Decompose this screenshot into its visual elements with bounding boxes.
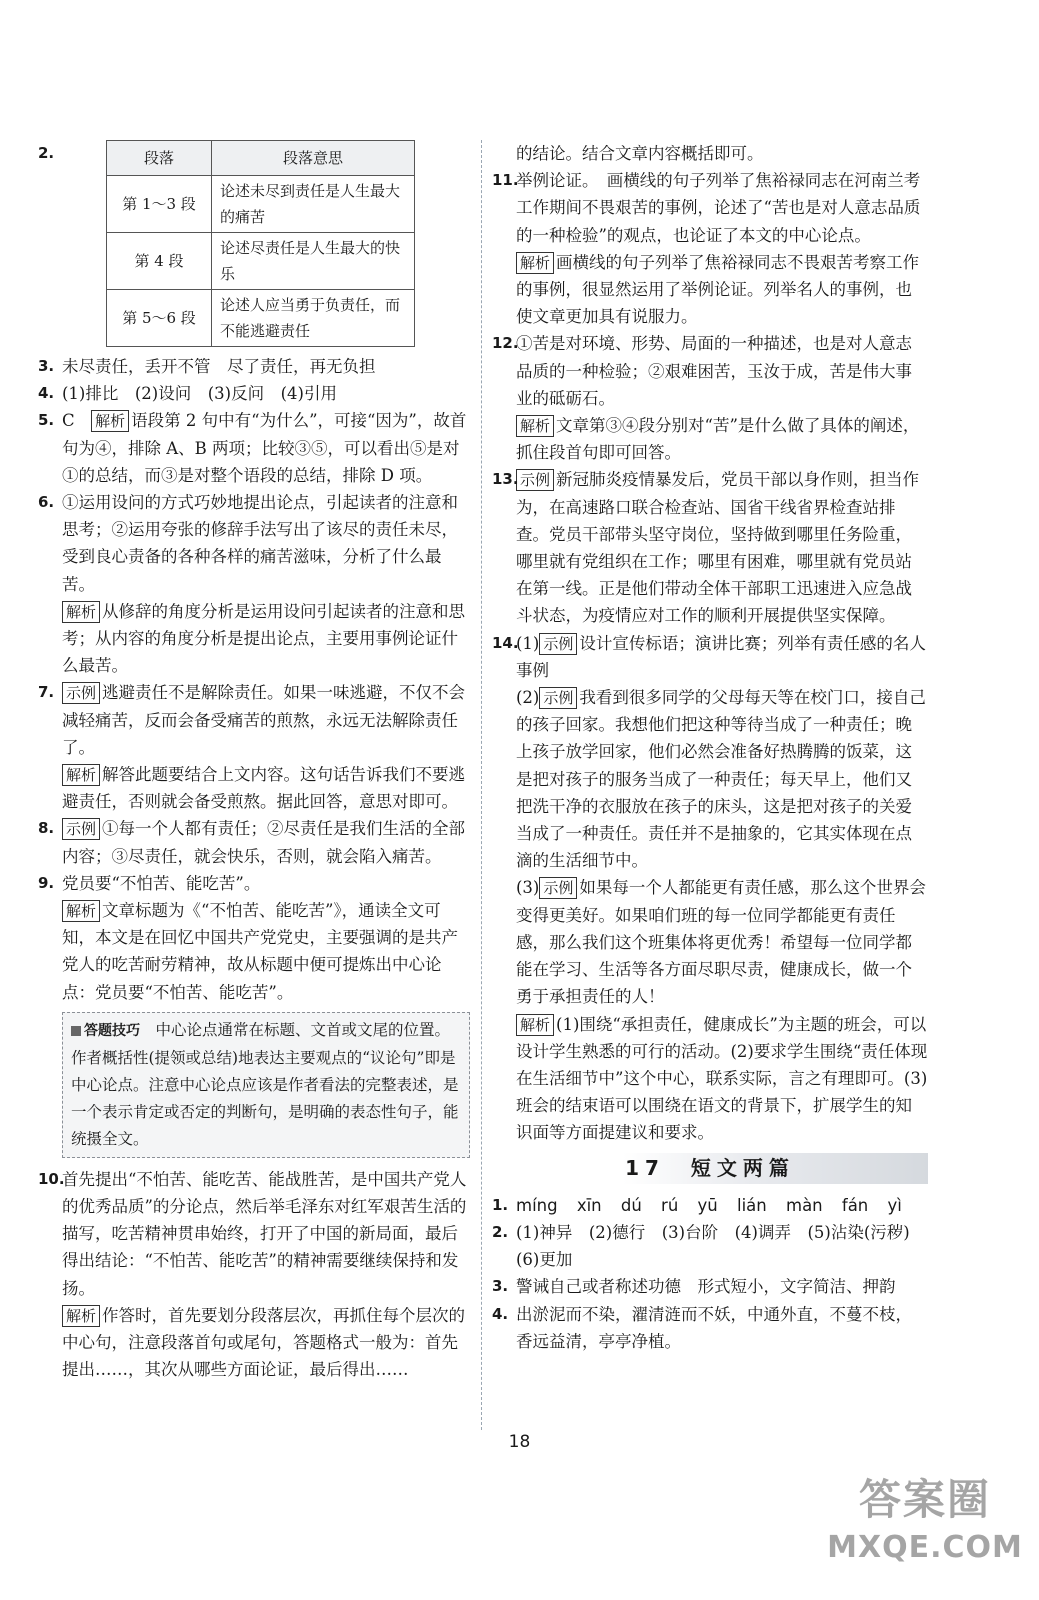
answer-text: ①运用设问的方式巧妙地提出论点，引起读者的注意和思考；②运用夸张的修辞手法写出了该尽的责任未尽，受到良心责备的各种各样的痛苦滋味，分析了什么最苦。 bbox=[62, 493, 458, 594]
question-4 bbox=[38, 380, 470, 407]
section-question-1 bbox=[492, 1192, 928, 1219]
analysis-tag: 解析 bbox=[62, 601, 100, 623]
answer-text: 出淤泥而不染，濯清涟而不妖，中通外直，不蔓不枝，香远益清，亭亭净植。 bbox=[516, 1304, 912, 1351]
question-number: 4. bbox=[38, 384, 55, 403]
answer-text: 警诫自己或者称述功德 形式短小，文字简洁、押韵 bbox=[516, 1277, 896, 1297]
table-row bbox=[107, 176, 415, 233]
answer-text: 设计宣传标语；演讲比赛；列举有责任感的名人事例 bbox=[516, 633, 926, 680]
answer-text: 新冠肺炎疫情暴发后，党员干部以身作则，担当作为，在高速路口联合检查站、国省干线省界检查站排查。党员干部带头坚守岗位，坚持做到哪里任务险重，哪里就有党组织在工作；哪里有困难，哪里就有党员站在第一线。正是他们带动全体干部职工迅速进入应急战斗状态，为疫情应对工作的顺利开展提供坚实保障。 bbox=[516, 470, 920, 626]
part-label: (2) bbox=[516, 688, 540, 708]
right-column bbox=[492, 140, 928, 1355]
paragraph-meaning-table bbox=[106, 140, 415, 347]
answer-text: ①每一个人都有责任；②尽责任是我们生活的全部内容；③尽责任，就会快乐，否则，就会陷入痛苦。 bbox=[62, 819, 466, 866]
answer-text: 逃避责任不是解除责任。如果一味逃避，不仅不会减轻痛苦，反而会备受痛苦的煎熬，永远无法解除责任了。 bbox=[62, 683, 466, 757]
question-14 bbox=[492, 630, 928, 1147]
table-row bbox=[107, 290, 415, 347]
question-number: 9. bbox=[38, 873, 55, 892]
question-number: 3. bbox=[492, 1277, 509, 1296]
question-13 bbox=[492, 466, 928, 629]
answer-text: 未尽责任，丢开不管 尽了责任，再无负担 bbox=[62, 357, 376, 376]
column-divider bbox=[481, 140, 482, 1430]
page-number: 18 bbox=[508, 1432, 531, 1452]
example-tag: 示例 bbox=[539, 687, 577, 709]
table-cell-part: 第 5～6 段 bbox=[107, 290, 212, 347]
tips-text: 中心论点通常在标题、文首或文尾的位置。作者概括性(提领或总结)地表达主要观点的“议论句”即是中心论点。注意中心论点应该是作者看法的完整表述，是一个表示肯定或否定的判断句，是明确的表态性句子，能统摄全文。 bbox=[71, 1020, 459, 1148]
answer-text: 举例论证。 画横线的句子列举了焦裕禄同志在河南兰考工作期间不畏艰苦的事例，论述了“苦也是对人意志品质的一种检验”的观点，也论证了本文的中心论点。 bbox=[516, 171, 921, 245]
analysis-tag: 解析 bbox=[516, 415, 554, 437]
example-tag: 示例 bbox=[62, 818, 100, 840]
analysis-tag: 解析 bbox=[62, 764, 100, 786]
analysis-tag: 解析 bbox=[91, 410, 129, 432]
example-tag: 示例 bbox=[539, 633, 577, 655]
analysis-text: 语段第 2 句中有“为什么”，可接“因为”，故首句为④，排除 A、B 两项；比较③⑤，可以看出⑤是对①的总结，而③是对整个语段的总结，排除 D 项。 bbox=[62, 411, 467, 485]
question-6 bbox=[38, 489, 470, 679]
example-tag: 示例 bbox=[62, 682, 100, 704]
question-11 bbox=[492, 167, 928, 330]
left-column bbox=[38, 140, 470, 1384]
question-5 bbox=[38, 407, 470, 489]
question-number: 3. bbox=[38, 357, 55, 375]
question-2 bbox=[38, 140, 470, 347]
answer-text: (1)排比 (2)设问 (3)反问 (4)引用 bbox=[62, 384, 337, 404]
question-8 bbox=[38, 815, 470, 869]
answer-text: 首先提出“不怕苦、能吃苦、能战胜苦，是中国共产党人的优秀品质”的分论点，然后举毛泽东对红军艰苦生活的描写，吃苦精神贯串始终，打开了中国的新局面，最后得出结论：“不怕苦、能吃苦”的精神需要继续保持和发扬。 bbox=[62, 1169, 467, 1298]
watermark-text-bottom: MXQE.COM bbox=[827, 1530, 1023, 1565]
answer-choice: C bbox=[62, 411, 92, 431]
question-3 bbox=[38, 353, 470, 380]
table-cell-part: 第 4 段 bbox=[107, 233, 212, 290]
question-12 bbox=[492, 330, 928, 466]
analysis-text: (1)围绕“承担责任，健康成长”为主题的班会，可以设计学生熟悉的可行的活动。(2)要求学生围绕“责任体现在生活细节中”这个中心，联系实际，言之有理即可。(3)班会的结束语可以围绕在语文的背景下，扩展学生的知识面等方面提建议和要求。 bbox=[516, 1014, 928, 1143]
analysis-text: 文章标题为《“不怕苦、能吃苦”》，通读全文可知，本文是在回忆中国共产党党史，主要强调的是共产党人的吃苦耐劳精神，故从标题中便可提炼出中心论点：党员要“不怕苦、能吃苦”。 bbox=[62, 901, 458, 1002]
question-9 bbox=[38, 870, 470, 1006]
tips-icon bbox=[71, 1026, 81, 1036]
analysis-text: 作答时，首先要划分段落层次，再抓住每个层次的中心句，注意段落首句或尾句，答题格式一般为：首先提出……，其次从哪些方面论证，最后得出…… bbox=[62, 1305, 466, 1380]
analysis-text: 从修辞的角度分析是运用设问引起读者的注意和思考；从内容的角度分析是提出论点，主要用事例论证什么最苦。 bbox=[62, 601, 466, 676]
analysis-tag: 解析 bbox=[62, 900, 100, 922]
question-number: 2. bbox=[492, 1222, 509, 1241]
question-number: 10. bbox=[38, 1169, 65, 1188]
answer-text: 如果每一个人都能更有责任感，那么这个世界会变得更美好。如果咱们班的每一位同学都能更有责任感，那么我们这个班集体将更优秀！希望每一位同学都能在学习、生活等各方面尽职尽责，健康成长，做一个勇于承担责任的人！ bbox=[516, 878, 926, 1007]
answer-text: 我看到很多同学的父母每天等在校门口，接自己的孩子回家。我想他们把这种等待当成了一种责任；晚上孩子放学回家，他们必然会准备好热腾腾的饭菜，这是把对孩子的服务当成了一种责任；每天早上，他们又把洗干净的衣服放在孩子的床头，这是把对孩子的关爱当成了一种责任。责任并不是抽象的，它其实体现在点滴的生活细节中。 bbox=[516, 688, 926, 871]
table-cell-meaning: 论述尽责任是人生最大的快乐 bbox=[212, 233, 415, 290]
question-7 bbox=[38, 679, 470, 815]
answer-text: (1)神异 (2)德行 (3)台阶 (4)调弄 (5)沾染(污秽) (6)更加 bbox=[516, 1222, 927, 1270]
question-number: 6. bbox=[38, 493, 55, 512]
analysis-tag: 解析 bbox=[62, 1305, 100, 1327]
analysis-text: 解答此题要结合上文内容。这句话告诉我们不要逃避责任，否则就会备受煎熬。据此回答，意思对即可。 bbox=[62, 765, 466, 812]
analysis-tag: 解析 bbox=[516, 252, 554, 274]
example-tag: 示例 bbox=[516, 469, 554, 491]
table-cell-meaning: 论述人应当勇于负责任，而不能逃避责任 bbox=[212, 290, 415, 347]
question-number: 14. bbox=[492, 633, 519, 652]
tips-title: 答题技巧 bbox=[84, 1022, 140, 1039]
question-number: 12. bbox=[492, 334, 519, 353]
question-number: 13. bbox=[492, 470, 519, 489]
part-label: (3) bbox=[516, 878, 540, 898]
table-row bbox=[107, 233, 415, 290]
analysis-text: 画横线的句子列举了焦裕禄同志不畏艰苦考察工作的事例，很显然运用了举例论证。列举名人的事例，也使文章更加具有说服力。 bbox=[516, 252, 920, 327]
question-10-continued bbox=[492, 140, 928, 167]
answer-text: ①苦是对环境、形势、局面的一种描述，也是对人意志品质的一种检验；②艰难困苦，玉汝于成，苦是伟大事业的砥砺石。 bbox=[516, 334, 912, 408]
table-cell-meaning: 论述未尽到责任是人生最大的痛苦 bbox=[212, 176, 415, 233]
question-number: 1. bbox=[492, 1195, 509, 1214]
section-question-2 bbox=[492, 1219, 928, 1273]
table-header: 段落 bbox=[107, 141, 212, 176]
watermark-text-top: 答案圈 bbox=[858, 1475, 991, 1524]
question-number: 11. bbox=[492, 171, 519, 190]
table-header: 段落意思 bbox=[212, 141, 415, 176]
part-label: (1) bbox=[516, 633, 540, 653]
section-question-4 bbox=[492, 1301, 928, 1355]
answer-text: 的结论。结合文章内容概括即可。 bbox=[516, 144, 764, 163]
analysis-text: 文章第③④段分别对“苦”是什么做了具体的阐述，抓住段首句即可回答。 bbox=[516, 416, 920, 463]
question-number: 4. bbox=[492, 1304, 509, 1323]
pinyin-answer: míng xīn dú rú yū lián màn fán yì bbox=[516, 1195, 902, 1215]
section-title: 17 短文两篇 bbox=[492, 1153, 928, 1184]
question-10 bbox=[38, 1166, 470, 1384]
table-cell-part: 第 1～3 段 bbox=[107, 176, 212, 233]
question-number: 2. bbox=[38, 144, 55, 162]
question-number: 8. bbox=[38, 819, 55, 838]
question-number: 7. bbox=[38, 683, 55, 702]
answer-tips-box bbox=[62, 1012, 470, 1158]
example-tag: 示例 bbox=[539, 877, 577, 899]
answer-text: 党员要“不怕苦、能吃苦”。 bbox=[62, 873, 261, 893]
table-header-row bbox=[107, 141, 415, 176]
question-number: 5. bbox=[38, 411, 55, 430]
watermark-logo bbox=[825, 1472, 1025, 1582]
section-question-3 bbox=[492, 1273, 928, 1300]
analysis-tag: 解析 bbox=[516, 1014, 554, 1036]
